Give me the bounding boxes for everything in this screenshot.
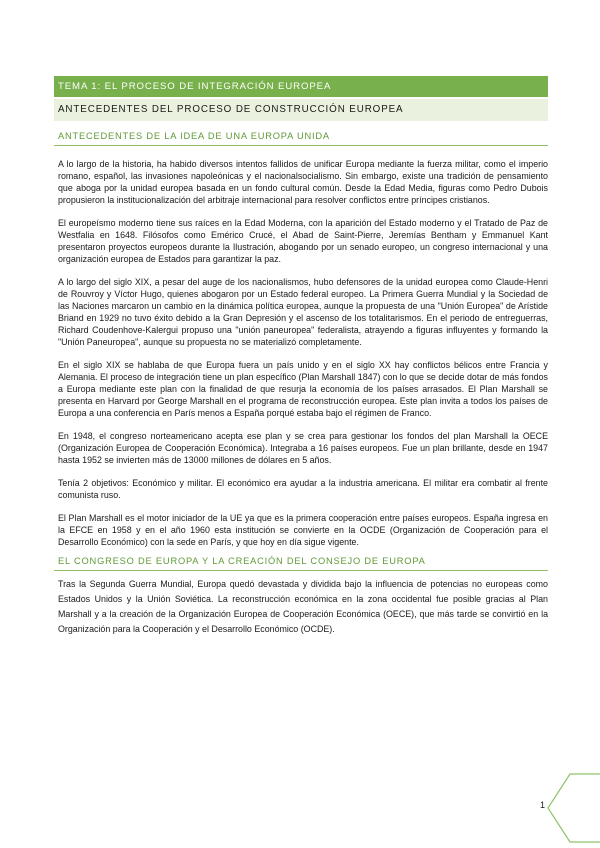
chapter-title-bar: TEMA 1: EL PROCESO DE INTEGRACIÓN EUROPEA <box>54 76 548 97</box>
page-corner-decoration <box>520 768 600 848</box>
paragraph: El Plan Marshall es el motor iniciador de la UE ya que es la primera cooperación entre países europeos. España ingresa en la EFCE en 1958 y en el año 1960 esta institución se convierte en la OCDE (Organización de Cooperación para el Desarrollo Económico) con la sede en París, y que hoy en día sigue vigente. <box>58 513 548 547</box>
paragraph: En 1948, el congreso norteamericano acepta ese plan y se crea para gestionar los fondos del plan Marshall la OECE (Organización Europea de Cooperación Económica). Integraba a 16 países europeos. Fue un plan brillante, desde en 1947 hasta 1952 se invierten más de 13000 millones de dólares en 5 años. <box>58 431 548 465</box>
paragraph: A lo largo de la historia, ha habido diversos intentos fallidos de unificar Europa mediante la fuerza militar, como el imperio romano, español, las invasiones napoleónicas y el nacionalsocialismo. Sin embargo, existe una tradición de pensamiento que aboga por la unidad europea basada en un fondo cultural común. Desde la Edad Media, figuras como Pedro Dubois propusieron la institucionalización del arbitraje internacional para resolver conflictos entre príncipes cristianos. <box>58 159 548 205</box>
paragraph: Tras la Segunda Guerra Mundial, Europa quedó devastada y dividida bajo la influencia de potencias no europeas como Estados Unidos y la Unión Soviética. La reconstrucción económica en la zona occidental fue posible gracias al Plan Marshall y a la creación de la Organización Europea de Cooperación Económica (OECE), que más tarde se convirtió en la Organización para la Cooperación y el Desarrollo Económico (OCDE). <box>58 579 548 634</box>
paragraph: Tenía 2 objetivos: Económico y militar. El económico era ayudar a la industria americana. El militar era combatir al frente comunista ruso. <box>58 478 548 500</box>
paragraph: En el siglo XIX se hablaba de que Europa fuera un país unido y en el siglo XX hay conflictos bélicos entre Francia y Alemania. El proceso de integración tiene un plan específico (Plan Marshall 1847) con lo que se decide dotar de más fondos a Europa mediante este plan con la finalidad de que resurja la economía de los países arrasados. El Plan Marshall se presenta en Harvard por George Marshall en el programa de reconstrucción europea. Este plan invita a todos los países de Europa a una conferencia en París menos a España porqué estaba bajo el régimen de Franco. <box>58 360 548 418</box>
section-heading: ANTECEDENTES DE LA IDEA DE UNA EUROPA UNIDA <box>54 127 548 146</box>
paragraph: A lo largo del siglo XIX, a pesar del auge de los nacionalismos, hubo defensores de la unidad europea como Claude-Henri de Rouvroy y Víctor Hugo, quienes abogaron por un Estado federal europeo. La Primera Guerra Mundial y la Sociedad de las Naciones marcaron un cambio en la dinámica política europea, aunque la propuesta de una "Unión Europea" de Arístide Briand en 1929 no tuvo éxito debido a la Gran Depresión y el ascenso de los totalitarismos. En el periodo de entreguerras, Richard Coudenhove-Kalergui propuso una "unión paneuropea" federalista, atrayendo a figuras influyentes y formando la "Unión Paneuropea", aunque su propuesta no se materializó completamente. <box>58 277 548 347</box>
page-number: 1 <box>540 800 546 810</box>
subchapter-title-bar: ANTECEDENTES DEL PROCESO DE CONSTRUCCIÓN EUROPEA <box>54 99 548 121</box>
paragraph: El europeísmo moderno tiene sus raíces en la Edad Moderna, con la aparición del Estado moderno y el Tratado de Paz de Westfalia en 1648. Filósofos como Emérico Crucé, el Abad de Saint-Pierre, Jeremías Bentham y Emmanuel Kant presentaron proyectos europeos durante la Ilustración, abogando por un senado europeo, un congreso internacional y una organización europea de Estados para garantizar la paz. <box>58 218 548 264</box>
document-page <box>54 76 548 648</box>
section-heading: EL CONGRESO DE EUROPA Y LA CREACIÓN DEL CONSEJO DE EUROPA <box>54 552 548 571</box>
